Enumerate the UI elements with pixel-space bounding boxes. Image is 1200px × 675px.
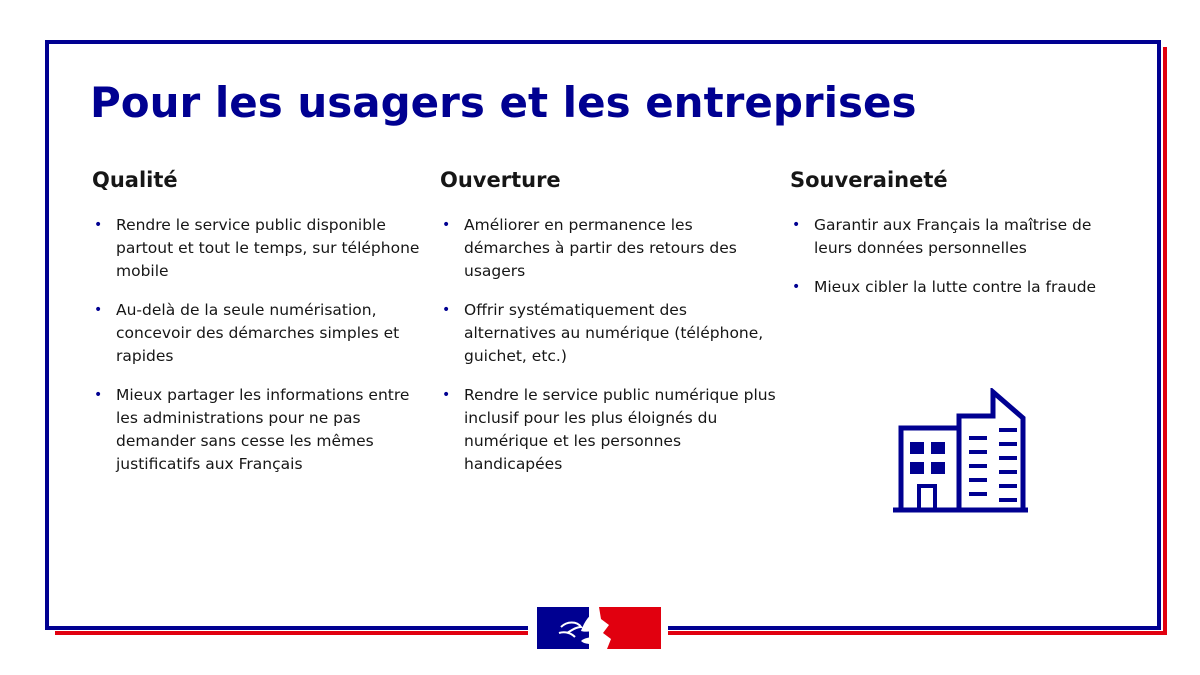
list-item <box>440 299 780 368</box>
list-item-text: Garantir aux Français la maîtrise de leurs données personnelles <box>814 216 1092 257</box>
column-qualite <box>92 168 432 492</box>
column-souverainete <box>790 168 1110 315</box>
list-item-text: Mieux partager les informations entre les administrations pour ne pas demander sans cesse les mêmes justificatifs aux Français <box>116 386 410 473</box>
bullet-icon: • <box>442 217 451 233</box>
column-heading: Qualité <box>92 168 178 192</box>
bullet-icon: • <box>94 302 103 318</box>
bullet-icon: • <box>94 217 103 233</box>
list-item-text: Améliorer en permanence les démarches à partir des retours des usagers <box>464 216 737 280</box>
list-item <box>790 214 1110 260</box>
bullet-icon: • <box>442 387 451 403</box>
bullet-icon: • <box>792 217 801 233</box>
column-heading: Ouverture <box>440 168 561 192</box>
page-title: Pour les usagers et les entreprises <box>90 78 917 127</box>
column-ouverture <box>440 168 780 492</box>
list-item-text: Mieux cibler la lutte contre la fraude <box>814 278 1097 296</box>
bullet-icon: • <box>442 302 451 318</box>
bullet-list <box>790 214 1110 299</box>
list-item-text: Offrir systématiquement des alternatives au numérique (téléphone, guichet, etc.) <box>464 301 764 365</box>
list-item <box>790 276 1110 299</box>
building-icon <box>893 388 1028 515</box>
bullet-list <box>440 214 780 476</box>
list-item <box>440 384 780 476</box>
column-heading: Souveraineté <box>790 168 948 192</box>
list-item <box>92 299 432 368</box>
list-item-text: Rendre le service public disponible partout et tout le temps, sur téléphone mobile <box>116 216 420 280</box>
bullet-icon: • <box>94 387 103 403</box>
list-item <box>92 214 432 283</box>
list-item <box>440 214 780 283</box>
list-item <box>92 384 432 476</box>
marianne-logo <box>537 603 661 651</box>
bullet-icon: • <box>792 279 801 295</box>
list-item-text: Rendre le service public numérique plus inclusif pour les plus éloignés du numérique et les personnes handicapées <box>464 386 776 473</box>
bullet-list <box>92 214 432 476</box>
list-item-text: Au-delà de la seule numérisation, concevoir des démarches simples et rapides <box>116 301 400 365</box>
